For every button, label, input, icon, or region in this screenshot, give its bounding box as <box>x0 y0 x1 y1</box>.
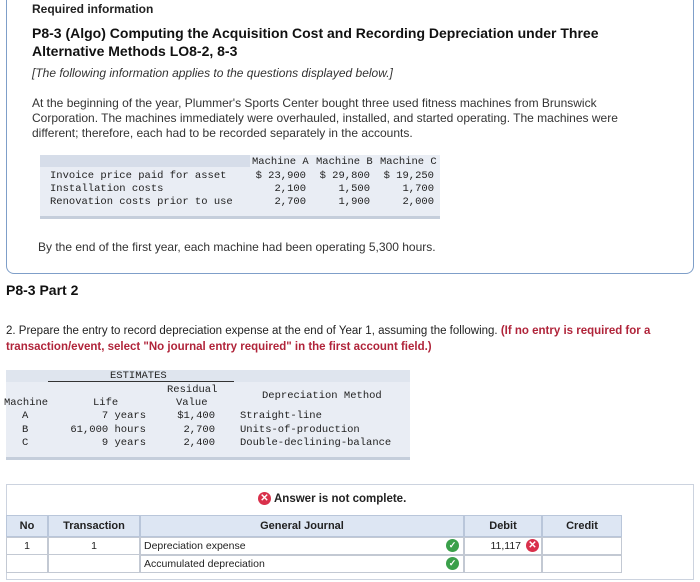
cost-cell: 1,500 <box>338 183 370 195</box>
est-method: Double-declining-balance <box>240 437 392 449</box>
hours-text: By the end of the first year, each machine had been operating 5,300 hours. <box>38 240 436 254</box>
est-life: 61,000 hours <box>70 424 146 436</box>
problem-intro: At the beginning of the year, Plummer's Sports Center bought three used fitness machines from Brunswick Corporation. The machines immediately were overhauled, installed, and started operating. The machines were different; therefore, each had to be recorded separately in the accounts. <box>32 96 618 140</box>
cost-cell: 2,700 <box>274 196 306 208</box>
answer-status-text: Answer is not complete. <box>274 492 407 505</box>
debit-value-line1: 11,117 <box>490 540 521 552</box>
journal-row-transaction <box>48 537 140 555</box>
account-value-line2: Accumulated depreciation <box>144 558 265 570</box>
journal-header-credit: Credit <box>542 515 622 537</box>
account-field-line2[interactable] <box>140 555 464 573</box>
cost-table-bottom-rule <box>40 216 440 219</box>
col-life: Life <box>93 397 119 409</box>
cost-cell: 1,900 <box>338 196 370 208</box>
cost-header-machine-c: Machine C <box>380 156 437 168</box>
est-residual: 2,700 <box>183 424 215 436</box>
journal-row-transaction-value: 1 <box>91 540 97 552</box>
journal-row-no-value: 1 <box>24 540 30 552</box>
journal-row-no <box>6 537 48 555</box>
est-method: Units-of-production <box>240 424 360 436</box>
journal-header-general-journal: General Journal <box>140 515 464 537</box>
cost-row-label: Installation costs <box>50 183 164 195</box>
cost-row-label: Renovation costs prior to use <box>50 196 233 208</box>
answer-status <box>258 492 406 505</box>
cost-cell: $ 19,250 <box>383 170 434 182</box>
required-info-label: Required information <box>32 2 154 16</box>
part-title: P8-3 Part 2 <box>6 282 79 298</box>
est-machine: A <box>22 410 29 422</box>
error-icon: ✕ <box>258 492 271 505</box>
est-life: 7 years <box>101 410 146 422</box>
cost-header-machine-b: Machine B <box>316 156 373 168</box>
cost-cell: 2,000 <box>402 196 434 208</box>
journal-header-transaction: Transaction <box>48 515 140 537</box>
question-main: 2. Prepare the entry to record depreciation expense at the end of Year 1, assuming the following. <box>6 325 501 337</box>
est-life: 9 years <box>101 437 146 449</box>
cost-table-header-strip <box>40 155 250 167</box>
cost-row-label: Invoice price paid for asset <box>50 170 227 182</box>
journal-header-no: No <box>6 515 48 537</box>
check-icon: ✓ <box>446 557 459 570</box>
account-value-line1: Depreciation expense <box>144 540 246 552</box>
col-method: Depreciation Method <box>262 390 382 402</box>
cost-cell: 1,700 <box>402 183 434 195</box>
journal-row-no-blank <box>6 555 48 573</box>
question-instruction: (If no entry is required for a transaction/event, select "No journal entry required" in the first account field.) <box>6 325 651 353</box>
col-residual-line2: Value <box>176 397 208 409</box>
est-machine: B <box>22 424 29 436</box>
col-machine: Machine <box>4 397 49 409</box>
cost-cell: 2,100 <box>274 183 306 195</box>
check-icon: ✓ <box>446 539 459 552</box>
journal-header-debit: Debit <box>464 515 542 537</box>
est-residual: 2,400 <box>183 437 215 449</box>
col-residual-line1: Residual <box>167 384 218 396</box>
account-field-line1[interactable] <box>140 537 464 555</box>
debit-field-line2[interactable] <box>464 555 542 573</box>
est-method: Straight-line <box>240 410 322 422</box>
problem-title: P8-3 (Algo) Computing the Acquisition Cost and Recording Depreciation under Three Alternative Methods LO8-2, 8-3 <box>32 25 599 59</box>
credit-field-line1[interactable] <box>542 537 622 555</box>
est-residual: $1,400 <box>177 410 215 422</box>
cost-cell: $ 29,800 <box>319 170 370 182</box>
cost-header-machine-a: Machine A <box>252 156 309 168</box>
estimates-bottom-rule <box>6 457 410 460</box>
error-icon: ✕ <box>526 539 539 552</box>
journal-row-transaction-blank <box>48 555 140 573</box>
info-note: [The following information applies to the questions displayed below.] <box>32 66 393 80</box>
question-text <box>6 323 700 355</box>
estimates-group-header: ESTIMATES <box>110 370 167 382</box>
credit-field-line2[interactable] <box>542 555 622 573</box>
est-machine: C <box>22 437 29 449</box>
cost-cell: $ 23,900 <box>255 170 306 182</box>
